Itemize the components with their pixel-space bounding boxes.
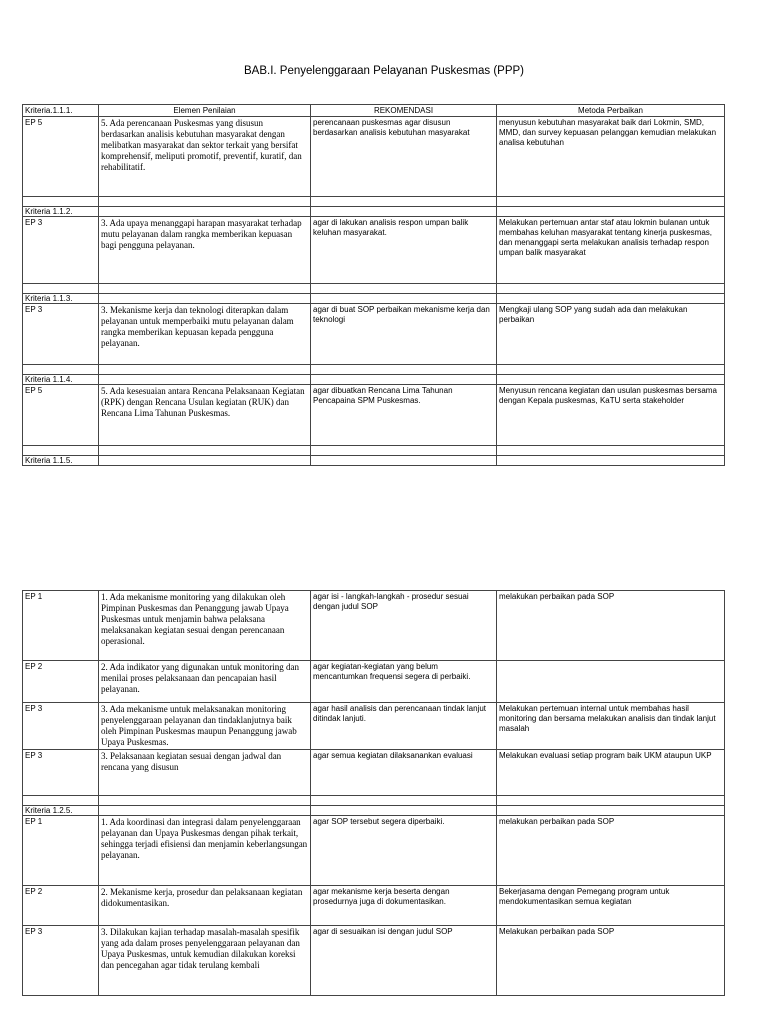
empty-cell [311, 796, 497, 806]
rekomendasi-cell: agar di sesuaikan isi dengan judul SOP [311, 926, 497, 996]
kriteria-row [23, 456, 725, 466]
elemen-cell: 1. Ada mekanisme monitoring yang dilakukan oleh Pimpinan Puskesmas dan Penanggung jawab Upaya Puskesmas untuk menjamin bahwa pelaksana melaksanakan kegiatan sesuai dengan perencanaan operasional. [99, 591, 311, 661]
rekomendasi-cell: agar semua kegiatan dilaksanankan evaluasi [311, 750, 497, 796]
empty-cell [311, 207, 497, 217]
empty-cell [311, 456, 497, 466]
header-row [23, 105, 725, 117]
empty-cell [23, 446, 99, 456]
ep-cell: EP 5 [23, 117, 99, 197]
blank-row [23, 365, 725, 375]
header-kriteria: Kriteria.1.1.1. [23, 105, 99, 117]
metoda-cell: melakukan perbaikan pada SOP [497, 591, 725, 661]
ep-cell: EP 1 [23, 816, 99, 886]
kriteria-label: Kriteria 1.2.5. [23, 806, 99, 816]
elemen-cell: 5. Ada perencanaan Puskesmas yang disusun berdasarkan analisis kebutuhan masyarakat dengan melibatkan masyarakat dan sektor terkait yang bersifat komprehensif, meliputi promotif, preventif, kuratif, dan rehabilitatif. [99, 117, 311, 197]
table-row [23, 385, 725, 446]
table-row [23, 886, 725, 926]
header-elemen: Elemen Penilaian [99, 105, 311, 117]
ep-cell: EP 3 [23, 217, 99, 284]
empty-cell [311, 197, 497, 207]
blank-row [23, 197, 725, 207]
empty-cell [99, 207, 311, 217]
metoda-cell: Menyusun rencana kegiatan dan usulan puskesmas bersama dengan Kepala puskesmas, KaTU serta stakeholder [497, 385, 725, 446]
empty-cell [497, 197, 725, 207]
elemen-cell: 3. Ada mekanisme untuk melaksanakan monitoring penyelenggaraan pelayanan dan tindaklanjutnya baik oleh Pimpinan Puskesmas maupun Penanggung jawab Upaya Puskesmas. [99, 703, 311, 750]
rekomendasi-cell: agar SOP tersebut segera diperbaiki. [311, 816, 497, 886]
empty-cell [311, 446, 497, 456]
empty-cell [497, 456, 725, 466]
empty-cell [497, 375, 725, 385]
table-row [23, 117, 725, 197]
empty-cell [497, 207, 725, 217]
ep-cell: EP 5 [23, 385, 99, 446]
elemen-cell: 2. Ada indikator yang digunakan untuk monitoring dan menilai proses pelaksanaan dan pencapaian hasil pelayanan. [99, 661, 311, 703]
ep-cell: EP 2 [23, 661, 99, 703]
kriteria-label: Kriteria 1.1.2. [23, 207, 99, 217]
metoda-cell [497, 661, 725, 703]
ep-cell: EP 3 [23, 703, 99, 750]
empty-cell [99, 365, 311, 375]
empty-cell [99, 197, 311, 207]
empty-cell [311, 375, 497, 385]
kriteria-label: Kriteria 1.1.4. [23, 375, 99, 385]
blank-row [23, 284, 725, 294]
elemen-cell: 3. Dilakukan kajian terhadap masalah-masalah spesifik yang ada dalam proses penyelenggaraan pelayanan dan Upaya Puskesmas, untuk kemudian dilakukan koreksi dan pencegahan agar tidak terulang kembali [99, 926, 311, 996]
empty-cell [497, 284, 725, 294]
table-row [23, 304, 725, 365]
header-metoda: Metoda Perbaikan [497, 105, 725, 117]
empty-cell [99, 294, 311, 304]
elemen-cell: 3. Ada upaya menanggapi harapan masyarakat terhadap mutu pelayanan dalam rangka memberikan kepuasan bagi pengguna pelayanan. [99, 217, 311, 284]
empty-cell [99, 456, 311, 466]
empty-cell [99, 446, 311, 456]
empty-cell [497, 365, 725, 375]
table-row [23, 217, 725, 284]
elemen-cell: 5. Ada kesesuaian antara Rencana Pelaksanaan Kegiatan (RPK) dengan Rencana Usulan kegiatan (RUK) dan Rencana Lima Tahunan Puskesmas. [99, 385, 311, 446]
metoda-cell: menyusun kebutuhan masyarakat baik dari Lokmin, SMD, MMD, dan survey kepuasan pelanggan kemudian melakukan analisa kebutuhan [497, 117, 725, 197]
kriteria-label: Kriteria 1.1.5. [23, 456, 99, 466]
metoda-cell: Mengkaji ulang SOP yang sudah ada dan melakukan perbaikan [497, 304, 725, 365]
assessment-table-1 [22, 104, 725, 466]
kriteria-row [23, 375, 725, 385]
kriteria-row [23, 294, 725, 304]
ep-cell: EP 2 [23, 886, 99, 926]
empty-cell [23, 197, 99, 207]
empty-cell [99, 375, 311, 385]
ep-cell: EP 3 [23, 926, 99, 996]
rekomendasi-cell: agar di lakukan analisis respon umpan balik keluhan masyarakat. [311, 217, 497, 284]
elemen-cell: 2. Mekanisme kerja, prosedur dan pelaksanaan kegiatan didokumentasikan. [99, 886, 311, 926]
table-row [23, 703, 725, 750]
empty-cell [311, 806, 497, 816]
empty-cell [497, 806, 725, 816]
empty-cell [99, 796, 311, 806]
page-title: BAB.I. Penyelenggaraan Pelayanan Puskesmas (PPP) [244, 65, 524, 77]
empty-cell [311, 284, 497, 294]
rekomendasi-cell: agar kegiatan-kegiatan yang belum mencantumkan frequensi segera di perbaiki. [311, 661, 497, 703]
ep-cell: EP 3 [23, 750, 99, 796]
kriteria-row [23, 806, 725, 816]
elemen-cell: 3. Mekanisme kerja dan teknologi diterapkan dalam pelayanan untuk memperbaiki mutu pelayanan dalam rangka memberikan kepuasan kepada pengguna pelayanan. [99, 304, 311, 365]
empty-cell [23, 796, 99, 806]
ep-cell: EP 1 [23, 591, 99, 661]
blank-row [23, 446, 725, 456]
ep-cell: EP 3 [23, 304, 99, 365]
assessment-table-2 [22, 590, 725, 996]
table-row [23, 816, 725, 886]
empty-cell [99, 806, 311, 816]
rekomendasi-cell: agar mekanisme kerja beserta dengan prosedurnya juga di dokumentasikan. [311, 886, 497, 926]
empty-cell [497, 796, 725, 806]
rekomendasi-cell: perencanaan puskesmas agar disusun berdasarkan analisis kebutuhan masyarakat [311, 117, 497, 197]
metoda-cell: Bekerjasama dengan Pemegang program untuk mendokumentasikan semua kegiatan [497, 886, 725, 926]
empty-cell [23, 365, 99, 375]
rekomendasi-cell: agar hasil analisis dan perencanaan tindak lanjut ditindak lanjuti. [311, 703, 497, 750]
table-row [23, 661, 725, 703]
empty-cell [99, 284, 311, 294]
header-rekomendasi: REKOMENDASI [311, 105, 497, 117]
empty-cell [311, 365, 497, 375]
blank-row [23, 796, 725, 806]
metoda-cell: Melakukan perbaikan pada SOP [497, 926, 725, 996]
table-row [23, 591, 725, 661]
kriteria-row [23, 207, 725, 217]
empty-cell [497, 294, 725, 304]
empty-cell [311, 294, 497, 304]
empty-cell [497, 446, 725, 456]
empty-cell [23, 284, 99, 294]
rekomendasi-cell: agar isi - langkah-langkah - prosedur sesuai dengan judul SOP [311, 591, 497, 661]
metoda-cell: Melakukan pertemuan antar staf atau lokmin bulanan untuk membahas keluhan masyarakat tentang kinerja puskesmas, dan menanggapi serta melakukan analisis terhadap respon umpan balik masyarakat [497, 217, 725, 284]
rekomendasi-cell: agar di buat SOP perbaikan mekanisme kerja dan teknologi [311, 304, 497, 365]
table-row [23, 926, 725, 996]
table-row [23, 750, 725, 796]
metoda-cell: melakukan perbaikan pada SOP [497, 816, 725, 886]
kriteria-label: Kriteria 1.1.3. [23, 294, 99, 304]
elemen-cell: 1. Ada koordinasi dan integrasi dalam penyelenggaraan pelayanan dan Upaya Puskesmas dengan pihak terkait, sehingga terjadi efisiensi dan menjamin keberlangsungan pelayanan. [99, 816, 311, 886]
rekomendasi-cell: agar dibuatkan Rencana Lima Tahunan Pencapaina SPM Puskesmas. [311, 385, 497, 446]
metoda-cell: Melakukan evaluasi setiap program baik UKM ataupun UKP [497, 750, 725, 796]
metoda-cell: Melakukan pertemuan internal untuk membahas hasil monitoring dan bersama melakukan analisis dan tindak lanjut masalah [497, 703, 725, 750]
elemen-cell: 3. Pelaksanaan kegiatan sesuai dengan jadwal dan rencana yang disusun [99, 750, 311, 796]
